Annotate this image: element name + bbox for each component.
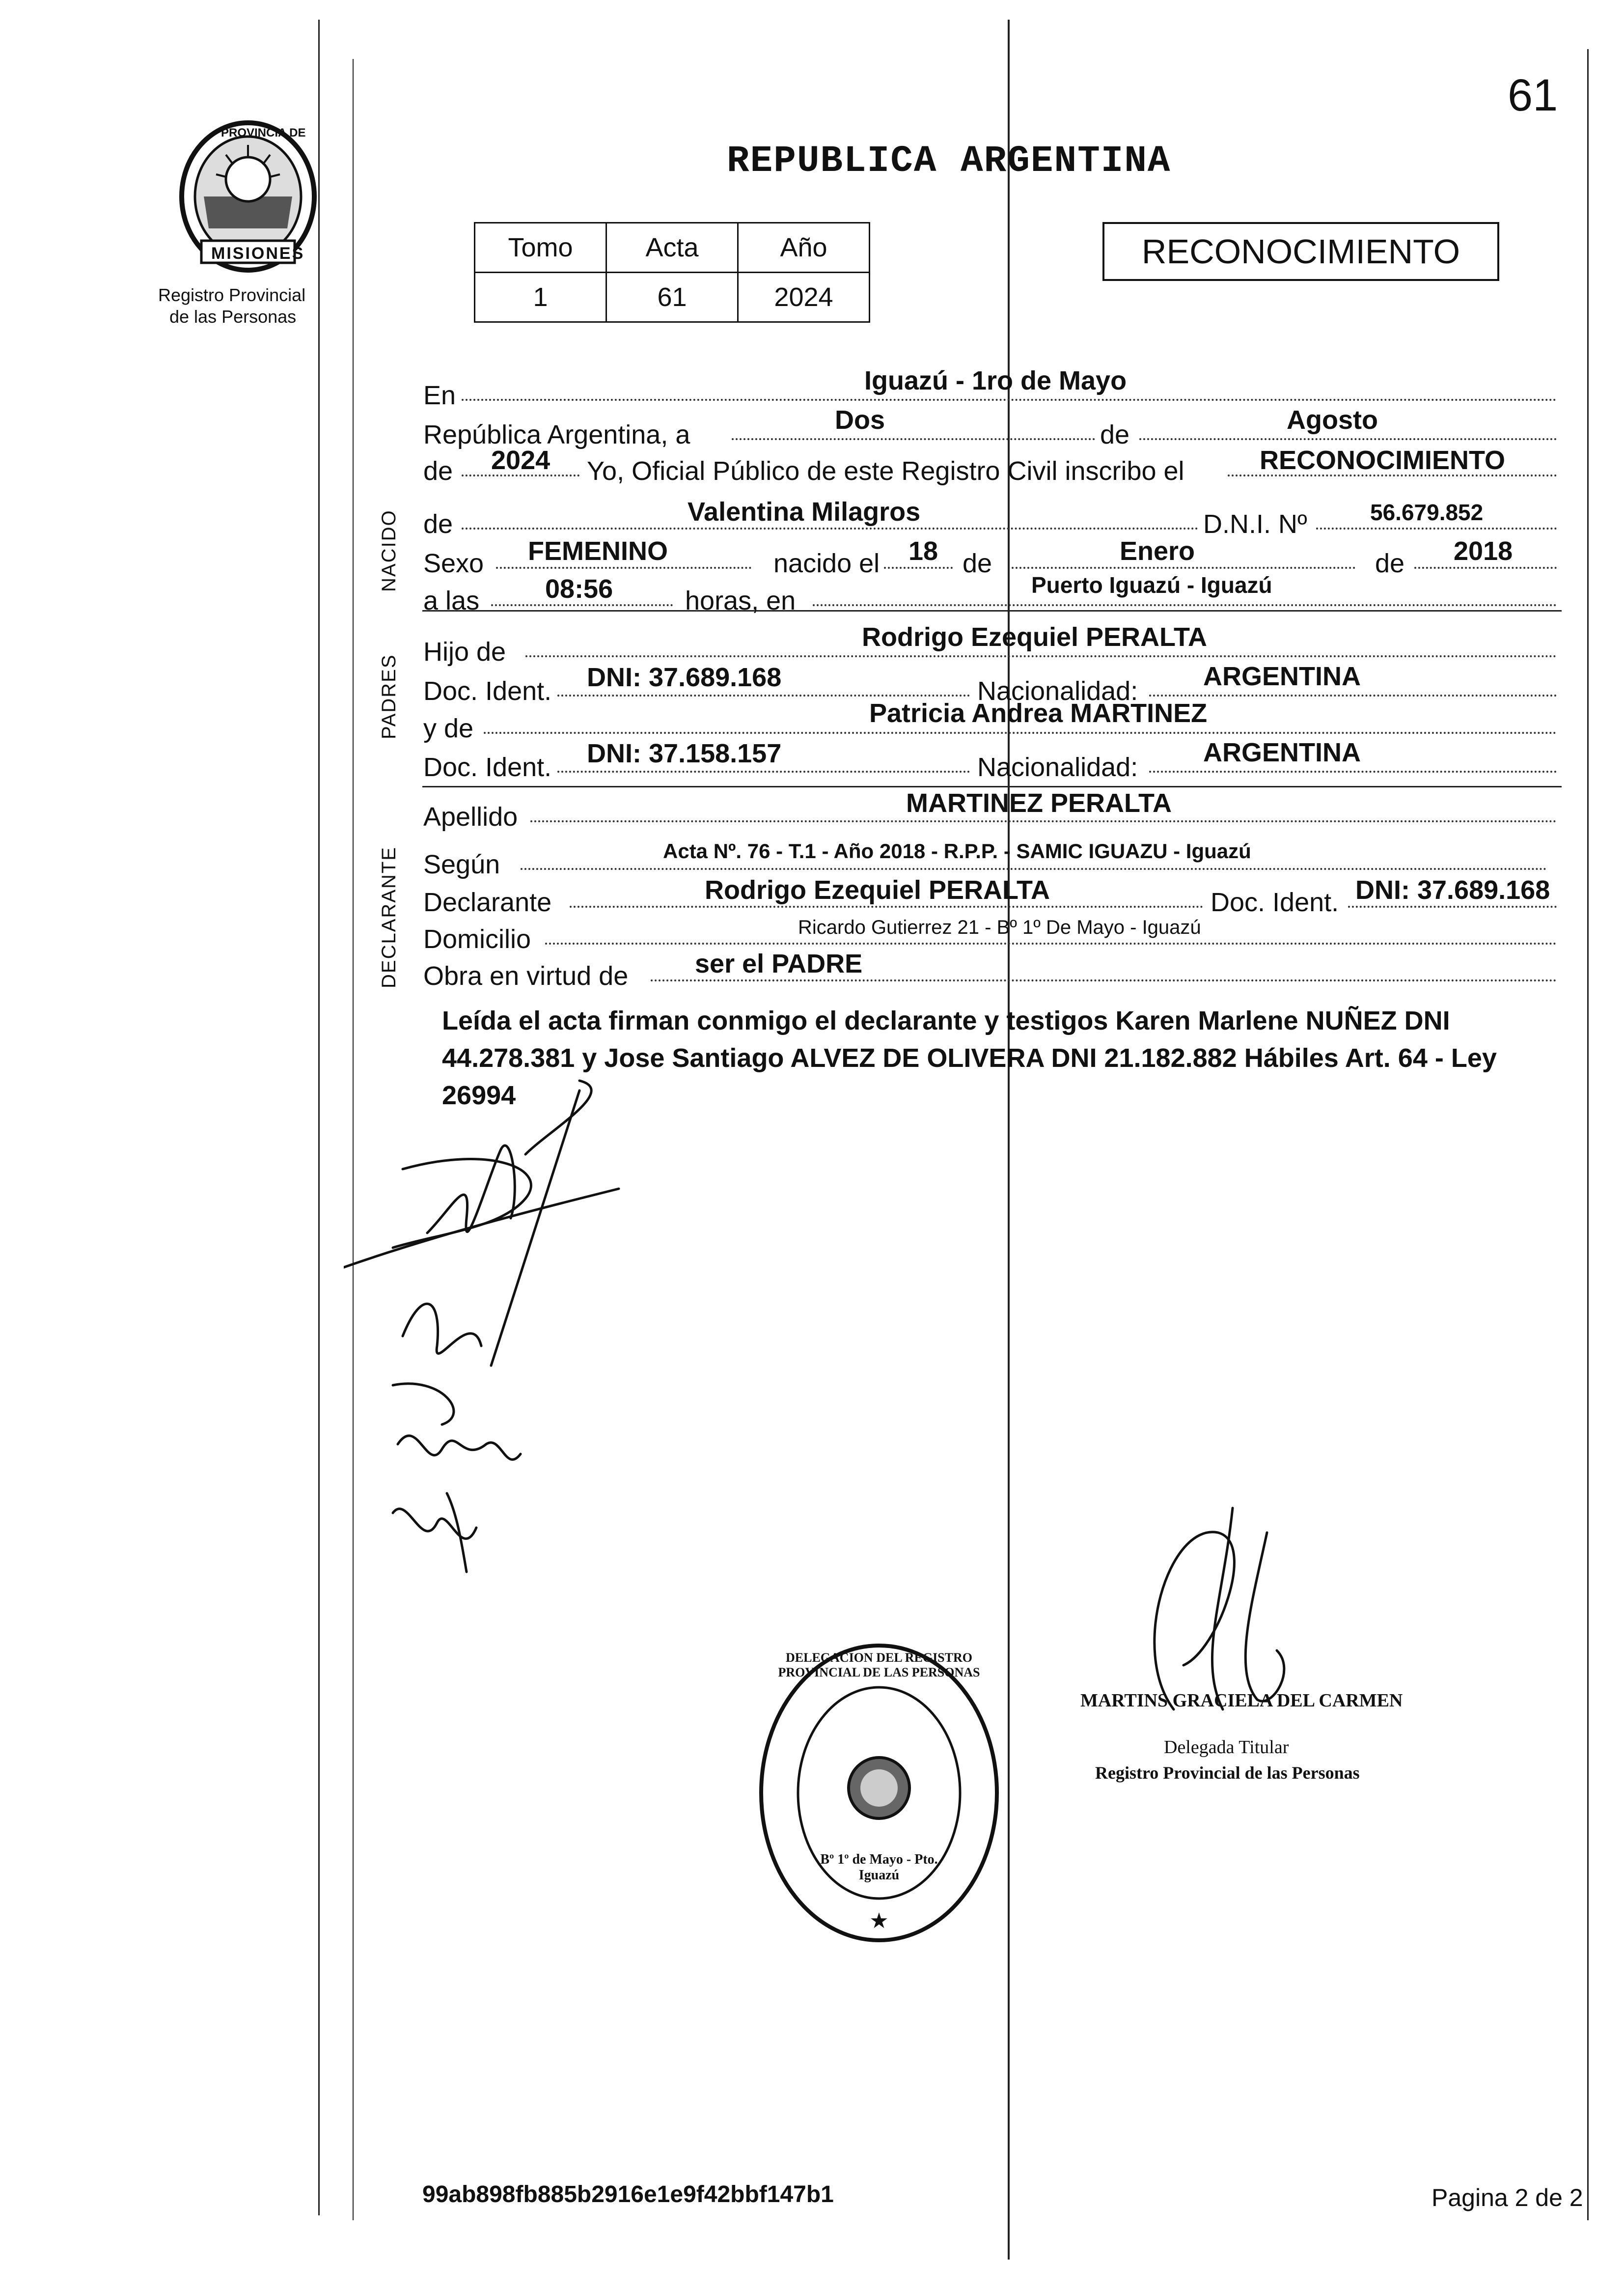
- anio-value: 2024: [491, 446, 551, 475]
- domicilio-label: Domicilio: [423, 924, 531, 954]
- nac1-dots: [1149, 695, 1557, 697]
- dia-dots: [732, 438, 1095, 440]
- declarante-dots: [570, 906, 1203, 908]
- segun-dots: [521, 868, 1547, 870]
- side-label-declarante: DECLARANTE: [378, 846, 400, 988]
- page-label: Pagina 2 de 2: [1431, 2184, 1583, 2211]
- anio-header: Año: [738, 223, 870, 273]
- horas-label: horas, en: [685, 586, 796, 615]
- en-value: Iguazú - 1ro de Mayo: [864, 366, 1127, 395]
- logo-ring-top-text: PROVINCIA DE: [221, 126, 306, 140]
- right-margin-line: [1587, 49, 1589, 2220]
- nacido-label: nacido el: [773, 549, 880, 578]
- hora-value: 08:56: [545, 574, 613, 604]
- dni-value: 56.679.852: [1370, 500, 1484, 525]
- official-office: Registro Provincial de las Personas: [1095, 1763, 1360, 1783]
- nac-dia-dots: [884, 567, 953, 569]
- hijo-label: Hijo de: [423, 637, 506, 667]
- closing-paragraph: Leída el acta firman conmigo el declarante y testigos Karen Marlene NUÑEZ DNI 44.278.381 y Jose Santiago ALVEZ DE OLIVERA DNI 21.182.882 Hábiles Art. 64 - Ley 26994: [442, 1006, 1497, 1110]
- apellido-value: MARTINEZ PERALTA: [906, 788, 1172, 818]
- nac1-value: ARGENTINA: [1203, 662, 1361, 691]
- madre-dots: [484, 732, 1557, 734]
- record-type-box: RECONOCIMIENTO: [1102, 222, 1499, 281]
- mes-dots: [1139, 438, 1557, 440]
- official-name: MARTINS GRACIELA DEL CARMEN: [1080, 1690, 1403, 1711]
- padre-dots: [525, 655, 1557, 657]
- official-role: Delegada Titular: [1164, 1737, 1289, 1758]
- mes-value: Agosto: [1287, 405, 1378, 435]
- acta-value: 61: [606, 273, 738, 322]
- nac2-dots: [1149, 771, 1557, 773]
- republica-label: República Argentina, a: [423, 420, 690, 449]
- nac2-value: ARGENTINA: [1203, 738, 1361, 767]
- apellido-dots: [530, 820, 1557, 822]
- lugar-dots: [813, 604, 1557, 606]
- nac-dia-value: 18: [908, 536, 938, 566]
- tomo-value: 1: [475, 273, 606, 322]
- de4-label: de: [963, 549, 992, 578]
- side-label-padres: PADRES: [378, 654, 400, 739]
- sexo-dots: [496, 567, 751, 569]
- declarante-label: Declarante: [423, 888, 552, 917]
- acta-header: Acta: [606, 223, 738, 273]
- domicilio-value: Ricardo Gutierrez 21 - Bº 1º De Mayo - Iguazú: [798, 917, 1201, 938]
- nac1-label: Nacionalidad:: [977, 676, 1138, 706]
- separator-padres-apellido: [422, 786, 1562, 787]
- madre-value: Patricia Andrea MARTINEZ: [869, 698, 1208, 728]
- tomo-header: Tomo: [475, 223, 606, 273]
- document-hash: 99ab898fb885b2916e1e9f42bbf147b1: [422, 2181, 834, 2207]
- stamp-inner-text: Bº 1º de Mayo - Pto. Iguazú: [820, 1852, 938, 1883]
- logo-ring-bottom-text: MISIONES: [211, 244, 305, 263]
- official-signature: [1110, 1503, 1316, 1719]
- declarante-value: Rodrigo Ezequiel PERALTA: [705, 875, 1050, 905]
- fold-line: [1008, 20, 1010, 2260]
- decl-doc-label: Doc. Ident.: [1211, 888, 1339, 917]
- nac2-label: Nacionalidad:: [977, 753, 1138, 782]
- hora-dots: [491, 604, 673, 606]
- en-dots: [462, 399, 1557, 401]
- padre-value: Rodrigo Ezequiel PERALTA: [862, 622, 1208, 652]
- left-margin-line: [318, 20, 320, 2215]
- page-number: 61: [1508, 70, 1558, 120]
- nac-anio-dots: [1414, 567, 1557, 569]
- de2-label: de: [423, 456, 453, 486]
- country-title: REPUBLICA ARGENTINA: [727, 140, 1171, 182]
- dni-dots: [1316, 528, 1557, 530]
- de5-label: de: [1375, 549, 1405, 578]
- dia-value: Dos: [835, 405, 885, 435]
- nac-anio-value: 2018: [1454, 536, 1513, 566]
- doc2-dots: [557, 771, 970, 773]
- de3-label: de: [423, 509, 453, 539]
- decl-doc-value: DNI: 37.689.168: [1355, 875, 1550, 905]
- doc2-value: DNI: 37.158.157: [587, 739, 782, 768]
- segun-value: Acta Nº. 76 - T.1 - Año 2018 - R.P.P. - SAMIC IGUAZU - Iguazú: [663, 839, 1251, 863]
- yde-label: y de: [423, 714, 474, 743]
- lugar-value: Puerto Iguazú - Iguazú: [1031, 572, 1272, 598]
- alas-label: a las: [423, 586, 480, 615]
- dni-label: D.N.I. Nº: [1203, 509, 1307, 539]
- anio-value: 2024: [738, 273, 870, 322]
- nac-mes-dots: [1012, 567, 1355, 569]
- oficial-text: Yo, Oficial Público de este Registro Civil inscribo el: [587, 456, 1184, 486]
- en-label: En: [423, 381, 456, 410]
- witness-signatures: [344, 1071, 746, 1660]
- nac-mes-value: Enero: [1120, 536, 1195, 566]
- domicilio-dots: [545, 943, 1557, 945]
- side-label-nacido: NACIDO: [378, 509, 400, 592]
- apellido-label: Apellido: [423, 802, 518, 832]
- doc2-label: Doc. Ident.: [423, 753, 552, 782]
- obra-value: ser el PADRE: [695, 949, 863, 978]
- sexo-label: Sexo: [423, 549, 484, 578]
- record-number-table: [474, 222, 870, 323]
- svg-text:★: ★: [869, 1908, 889, 1933]
- nombre-value: Valentina Milagros: [688, 497, 921, 527]
- logo-caption-line2: de las Personas: [169, 307, 297, 327]
- inscribo-value: RECONOCIMIENTO: [1260, 446, 1506, 475]
- separator-nacido-padres: [422, 610, 1562, 612]
- nombre-dots: [462, 528, 1198, 530]
- obra-dots: [651, 979, 1557, 981]
- de-label: de: [1100, 420, 1130, 449]
- doc1-dots: [557, 695, 970, 697]
- registry-logo: [174, 115, 322, 282]
- doc1-label: Doc. Ident.: [423, 676, 552, 706]
- decl-doc-dots: [1348, 906, 1557, 908]
- obra-label: Obra en virtud de: [423, 961, 629, 991]
- logo-caption-line1: Registro Provincial: [158, 285, 306, 305]
- doc1-value: DNI: 37.689.168: [587, 663, 782, 692]
- delegation-stamp: [756, 1641, 1002, 1945]
- stamp-ring-text: DELEGACION DEL REGISTRO PROVINCIAL DE LAS PERSONAS: [778, 1650, 980, 1679]
- segun-label: Según: [423, 850, 500, 879]
- stamp-icon: [756, 1641, 1002, 1945]
- sexo-value: FEMENINO: [528, 536, 668, 566]
